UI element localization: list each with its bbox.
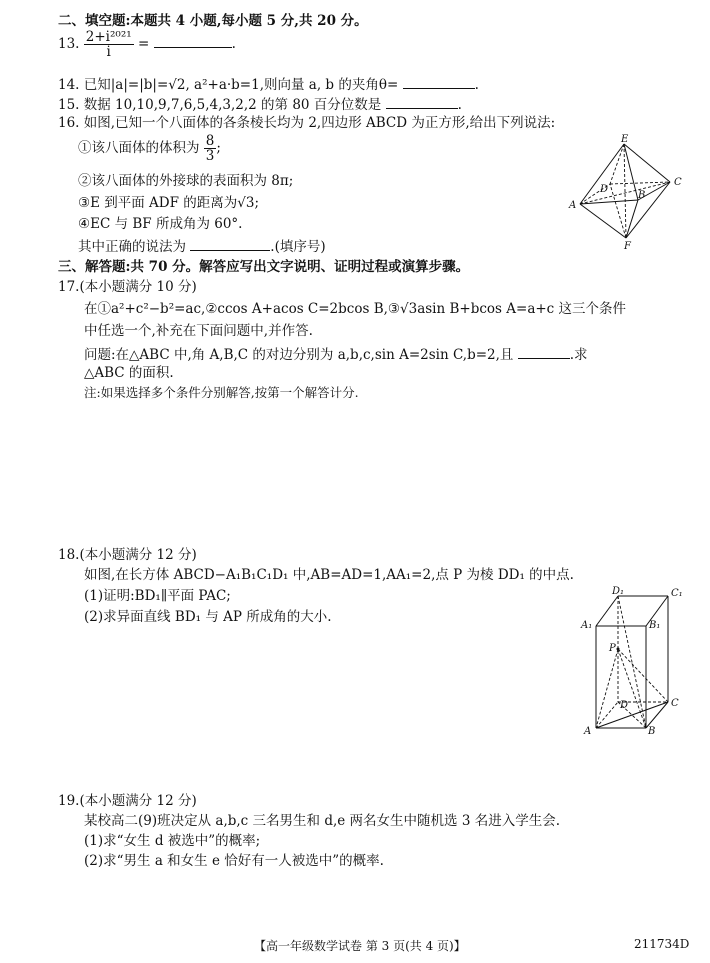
answer-section-title: 三、解答题:共 70 分。解答应写出文字说明、证明过程或演算步骤。 [58, 259, 470, 275]
label-D1: D₁ [612, 586, 625, 597]
question-18-line-3: (2)求异面直线 BD₁ 与 AP 所成角的大小. [84, 609, 332, 625]
question-17-line-3-text: 问题:在△ABC 中,角 A,B,C 的对边分别为 a,b,c,sin A=2sin C,b=2,且 [84, 347, 514, 363]
label-A1: A₁ [581, 620, 593, 631]
question-19-line-1: 某校高二(9)班决定从 a,b,c 三名男生和 d,e 两名女生中随机选 3 名进入学生会. [84, 813, 561, 829]
answer-prefix: 其中正确的说法为 [78, 239, 186, 255]
question-18-head: 18.(本小题满分 12 分) [58, 547, 197, 563]
question-16-statement-3: ③E 到平面 ADF 的距离为√3; [78, 195, 260, 211]
statement-1-fraction [204, 134, 217, 163]
fraction-denominator: 3 [205, 148, 215, 164]
label-C: C [671, 698, 679, 709]
question-19-head: 19.(本小题满分 12 分) [58, 793, 197, 809]
question-13-equals: = [137, 36, 150, 52]
question-16-statement-1 [78, 134, 221, 163]
question-17-line-1: 在①a²+c²−b²=ac,②ccos A+acos C=2bcos B,③√3asin B+bcos A=a+c 这三个条件 [84, 301, 627, 317]
statement-1-end: ; [216, 140, 221, 156]
cuboid-diagram [576, 584, 690, 736]
label-B: B [648, 726, 656, 736]
question-15-end: . [457, 97, 462, 113]
question-13-numerator: 2+i²⁰²¹ [85, 29, 132, 45]
label-C: C [674, 177, 682, 188]
answer-blank[interactable] [154, 33, 232, 48]
question-19-line-2: (1)求“女生 d 被选中”的概率; [84, 833, 261, 849]
label-E: E [621, 134, 629, 145]
octahedron-figure [566, 132, 690, 252]
cuboid-figure [576, 584, 690, 736]
question-16-statement-2: ②该八面体的外接球的表面积为 8π; [78, 173, 294, 189]
label-P: P [609, 643, 616, 654]
label-F: F [624, 241, 631, 252]
fill-section-title: 二、填空题:本题共 4 小题,每小题 5 分,共 20 分。 [58, 13, 368, 29]
question-17-line-4: △ABC 的面积. [84, 365, 174, 381]
label-C1: C₁ [671, 588, 683, 599]
question-16-statement-4: ④EC 与 BF 所成角为 60°. [78, 216, 243, 232]
label-B1: B₁ [649, 620, 661, 631]
question-14-end: . [474, 77, 479, 93]
paper-code: 211734D [634, 937, 690, 951]
question-14 [58, 74, 479, 94]
question-13: 13. $\frac{\text{2+i²⁰²¹}}{i}$ = . [58, 29, 236, 60]
label-A: A [569, 200, 577, 211]
question-13-fraction [84, 30, 134, 59]
question-16-answer [78, 236, 326, 256]
answer-suffix: .(填序号) [270, 239, 326, 255]
octahedron-diagram [566, 132, 690, 252]
question-17-head: 17.(本小题满分 10 分) [58, 279, 197, 295]
answer-blank[interactable] [386, 94, 458, 109]
question-18-line-2: (1)证明:BD₁∥平面 PAC; [84, 588, 231, 604]
question-17-note: 注:如果选择多个条件分别解答,按第一个解答计分. [84, 385, 359, 400]
question-18-line-1: 如图,在长方体 ABCD−A₁B₁C₁D₁ 中,AB=AD=1,AA₁=2,点 P 为棱 DD₁ 的中点. [84, 567, 574, 583]
question-19-line-3: (2)求“男生 a 和女生 e 恰好有一人被选中”的概率. [84, 853, 384, 869]
answer-blank[interactable] [403, 74, 475, 89]
label-D: D [600, 184, 609, 195]
question-17-line-2: 中任选一个,补充在下面问题中,并作答. [84, 323, 313, 339]
question-16-stem: 16. 如图,已知一个八面体的各条棱长均为 2,四边形 ABCD 为正方形,给出下列说法: [58, 115, 556, 131]
page-footer: 【高一年级数学试卷 第 3 页(共 4 页)】 [254, 939, 466, 953]
label-A: A [584, 726, 592, 736]
answer-blank[interactable] [518, 344, 570, 359]
question-15-text: 15. 数据 10,10,9,7,6,5,4,3,2,2 的第 80 百分位数是 [58, 97, 382, 113]
answer-blank[interactable] [190, 236, 270, 251]
question-15 [58, 94, 462, 114]
question-13-number: 13. [58, 36, 80, 52]
fraction-numerator: 8 [205, 133, 215, 149]
question-17-line-3 [84, 344, 588, 364]
label-B: B [638, 190, 646, 201]
question-13-denominator: i [106, 44, 111, 60]
label-D: D [620, 700, 629, 711]
question-14-text: 14. 已知|a|=|b|=√2, a²+a·b=1,则向量 a, b 的夹角θ= [58, 77, 399, 93]
question-17-line-3-end: .求 [569, 347, 588, 363]
statement-1-text: ①该八面体的体积为 [78, 140, 200, 156]
